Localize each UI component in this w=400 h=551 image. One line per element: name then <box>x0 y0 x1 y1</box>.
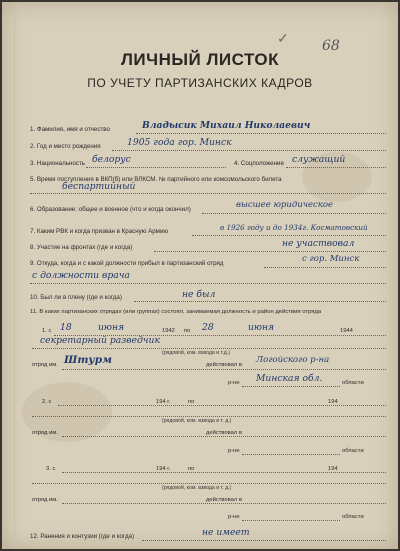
field-1-value: Владысик Михаил Николаевич <box>142 120 311 131</box>
entry-2-date-line <box>58 405 386 406</box>
field-6-label: 6. Образование: общее и военное (что и когда окончил) <box>30 206 191 213</box>
entry-3-unit-label: отряд им. <box>32 497 58 503</box>
form-subtitle: ПО УЧЕТУ ПАРТИЗАНСКИХ КАДРОВ <box>87 76 313 90</box>
entry-2-district-line <box>242 454 340 455</box>
field-3-value: белорус <box>92 154 131 165</box>
field-2-label: 2. Год и место рождения <box>30 143 101 150</box>
entry-1-district-line <box>242 386 340 387</box>
field-10-line <box>134 301 386 302</box>
field-12-label: 12. Ранения и контузии (где и когда) <box>30 533 135 540</box>
field-11-label: 11. В каких партизанских отрядах (или группах) состоял, занимаемая должность и район действия отряда <box>30 309 322 315</box>
field-12-value: не имеет <box>202 527 250 538</box>
field-6-line <box>202 213 386 214</box>
field-9-value: с гор. Минск <box>302 254 360 264</box>
field-4-line <box>286 167 386 168</box>
checkmark-icon: ✓ <box>277 30 289 46</box>
entry-1-prefix: 1. с <box>42 328 52 334</box>
field-8-value: не участвовал <box>282 238 355 249</box>
field-2-value: 1905 года гор. Минск <box>127 137 232 148</box>
entry-2-year-from: 194 г. <box>156 399 171 405</box>
entry-3-oblast-label: области <box>342 514 364 520</box>
entry-3-date-line <box>62 472 386 473</box>
entry-1-unit-label: отряд им. <box>32 362 58 368</box>
entry-3-year-from: 194 г. <box>156 466 171 472</box>
field-4-label: 4. Соцположение <box>234 160 284 167</box>
entry-3-po: по <box>188 466 195 472</box>
entry-2-unit-line <box>62 436 386 437</box>
entry-1-post-caption: (рядовой, ком. взвода и т.д.) <box>162 350 230 356</box>
entry-2-region-label: действовал в <box>206 430 242 436</box>
field-7-line <box>192 235 386 236</box>
field-8-label: 8. Участие на фронтах (где и когда) <box>30 244 133 251</box>
entry-1-region: Логойского р-на <box>256 355 330 365</box>
field-10-value: не был <box>182 289 216 300</box>
entry-1-day: 18 <box>60 322 72 333</box>
field-9-line-2 <box>30 283 386 284</box>
entry-1-unit-line <box>62 369 386 370</box>
entry-1-rne-label: р-не <box>228 380 240 386</box>
field-9-value-2: с должности врача <box>32 270 130 281</box>
entry-1-po: по <box>184 328 191 334</box>
field-5-value: беспартийный <box>62 181 136 192</box>
entry-3-post-caption: (рядовой, ком. взвода и т. д.) <box>162 485 232 491</box>
entry-3-district-line <box>242 520 340 521</box>
entry-2-rne-label: р-не <box>228 448 240 454</box>
entry-3-rne-label: р-не <box>228 514 240 520</box>
entry-1-district: Минская обл. <box>256 373 323 384</box>
entry-2-po: по <box>188 399 195 405</box>
entry-3-unit-line <box>62 503 386 504</box>
entry-3-year-to: 194 <box>328 466 338 472</box>
entry-1-day-to: 28 <box>202 322 214 333</box>
field-4-value: служащий <box>292 154 346 165</box>
entry-2-year-to: 194 <box>328 399 338 405</box>
entry-1-unit: Штурм <box>64 354 113 366</box>
entry-1-post-line <box>32 348 386 349</box>
field-6-value: высшее юридическое <box>236 200 334 210</box>
field-9-line <box>264 267 386 268</box>
field-5-label: 5. Время поступления в ВКП(б) или ВЛКСМ. № партийного или комсомольского билета <box>30 176 282 183</box>
entry-2-unit-label: отряд им. <box>32 430 58 436</box>
entry-2-post-line <box>32 416 386 417</box>
entry-1-year-to: 1944 <box>340 328 353 334</box>
entry-1-region-label: действовал в <box>206 362 242 368</box>
entry-3-region-label: действовал в <box>206 497 242 503</box>
field-1-label: 1. Фамилия, имя и отчество <box>30 126 110 133</box>
field-5-line <box>30 193 386 194</box>
form-title: ЛИЧНЫЙ ЛИСТОК <box>120 50 279 69</box>
field-8-line <box>154 251 386 252</box>
entry-1-oblast-label: области <box>342 380 364 386</box>
field-3-label: 3. Национальность <box>30 160 85 167</box>
entry-2-prefix: 2. с <box>42 399 52 405</box>
entry-1-year-from: 1942 <box>162 328 175 334</box>
entry-3-prefix: 3. с <box>46 466 56 472</box>
field-1-line <box>136 133 386 134</box>
entry-2-oblast-label: области <box>342 448 364 454</box>
field-3-line <box>86 167 226 168</box>
field-12-line <box>142 540 386 541</box>
field-10-label: 10. Был ли в плену (где и когда) <box>30 294 122 301</box>
entry-1-month-to: июня <box>248 322 275 333</box>
entry-1-post: секретарный разведчик <box>40 335 160 346</box>
field-7-label: 7. Каким РВК и когда призван в Красную Армию <box>30 228 169 235</box>
field-2-line <box>112 150 386 151</box>
field-7-value: в 1926 году и до 1934г. Косматовский <box>220 223 368 232</box>
corner-page-number: 68 <box>322 38 340 54</box>
entry-1-month: июня <box>98 322 125 333</box>
personal-record-form <box>2 2 398 549</box>
field-9-label: 9. Откуда, когда и с какой должности прибыл в партизанский отряд <box>30 260 224 267</box>
entry-2-post-caption: (рядовой, ком. взвода и т. д.) <box>162 418 232 424</box>
entry-3-post-line <box>32 483 386 484</box>
